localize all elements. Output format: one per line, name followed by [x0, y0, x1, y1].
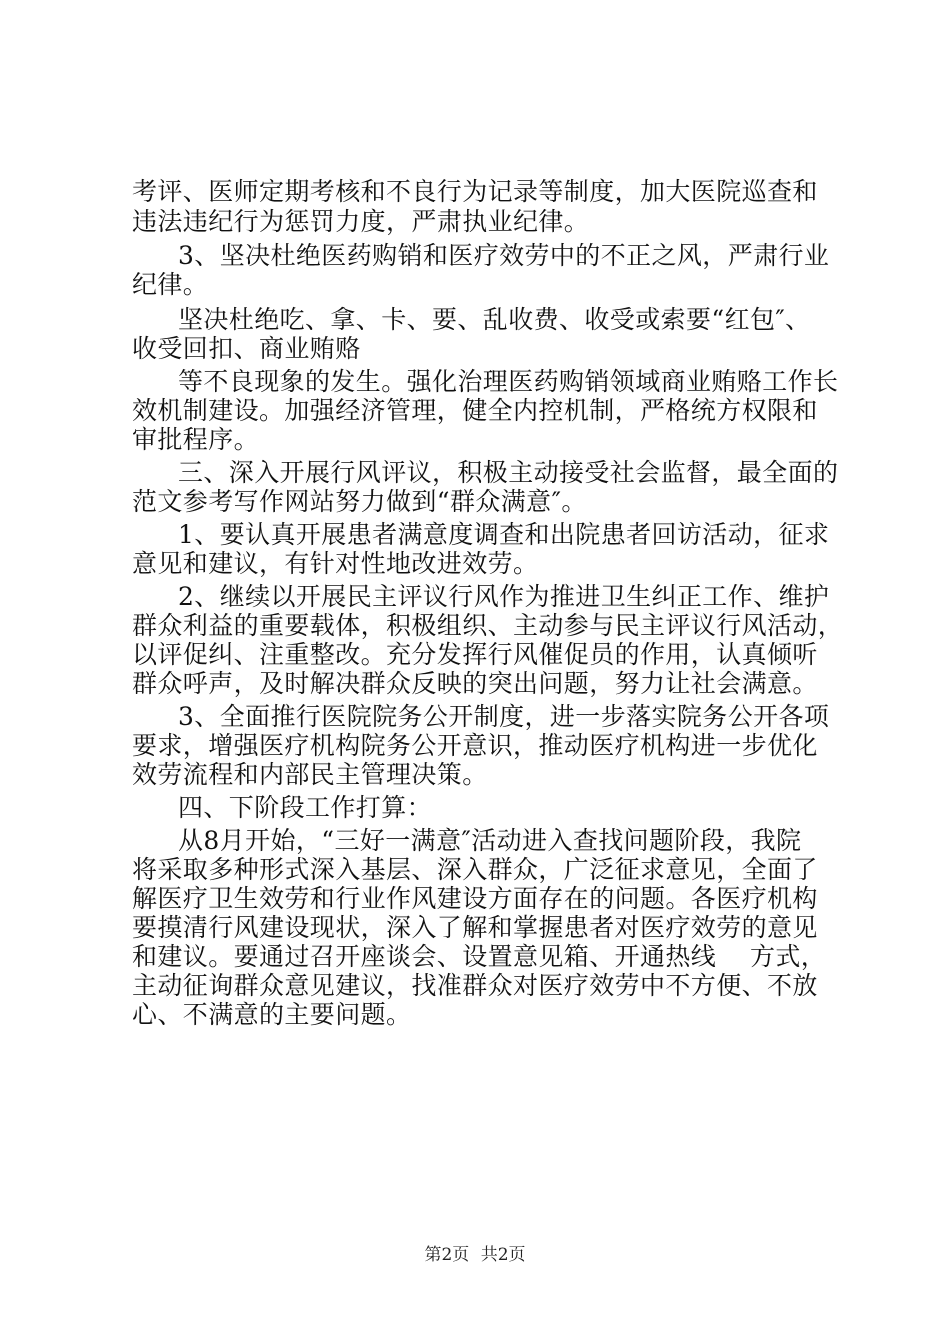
text-line: 解医疗卫生效劳和行业作风建设方面存在的问题。各医疗机构 [132, 884, 818, 913]
page-total: 共2页 [480, 1245, 526, 1265]
page-number: 第2页 [424, 1245, 470, 1265]
text-line: 3、坚决杜绝医药购销和医疗效劳中的不正之风，严肃行业 [178, 241, 830, 270]
text-line: 违法违纪行为惩罚力度，严肃执业纪律。 [132, 207, 590, 236]
text-line: 群众呼声，及时解决群众反映的突出问题，努力让社会满意。 [132, 669, 818, 698]
text-line: 效机制建设。加强经济管理，健全内控机制，严格统方权限和 [132, 396, 818, 425]
text-line: 范文参考写作网站努力做到“群众满意″。 [132, 487, 587, 516]
text-line: 2、继续以开展民主评议行风作为推进卫生纠正工作、维护 [178, 582, 830, 611]
text-line: 主动征询群众意见建议，找准群众对医疗效劳中不方便、不放 [132, 971, 818, 1000]
text-line: 要摸清行风建设现状，深入了解和掌握患者对医疗效劳的意见 [132, 913, 818, 942]
text-line: 1、要认真开展患者满意度调查和出院患者回访活动，征求 [178, 520, 830, 549]
text-line: 坚决杜绝吃、拿、卡、要、乱收费、收受或索要“红包″、 [178, 305, 811, 334]
text-line: 收受回扣、商业贿赂 [132, 334, 361, 363]
text-line: 以评促纠、注重整改。充分发挥行风催促员的作用，认真倾听 [132, 640, 818, 669]
text-line: 四、下阶段工作打算： [178, 793, 433, 822]
text-line: 三、深入开展行风评议，积极主动接受社会监督，最全面的 [178, 458, 839, 487]
text-line: 3、全面推行医院院务公开制度，进一步落实院务公开各项 [178, 702, 830, 731]
text-line: 考评、医师定期考核和不良行为记录等制度，加大医院巡查和 [132, 177, 818, 206]
page-footer [0, 1244, 950, 1266]
text-line: 要求，增强医疗机构院务公开意识，推动医疗机构进一步优化 [132, 731, 818, 760]
text-line: 和建议。要通过召开座谈会、设置意见箱、开通热线 方式， [132, 942, 827, 971]
text-line: 从8月开始，“三好一满意″活动进入查找问题阶段，我院 [178, 826, 802, 855]
text-line: 将采取多种形式深入基层、深入群众，广泛征求意见，全面了 [132, 855, 818, 884]
text-line: 群众利益的重要载体，积极组织、主动参与民主评议行风活动， [132, 611, 844, 640]
text-line: 审批程序。 [132, 425, 260, 454]
text-line: 心、不满意的主要问题。 [132, 1000, 412, 1029]
text-line: 效劳流程和内部民主管理决策。 [132, 760, 488, 789]
text-line: 等不良现象的发生。强化治理医药购销领域商业贿赂工作长 [178, 367, 839, 396]
text-line: 纪律。 [132, 270, 209, 299]
text-line: 意见和建议，有针对性地改进效劳。 [132, 549, 539, 578]
